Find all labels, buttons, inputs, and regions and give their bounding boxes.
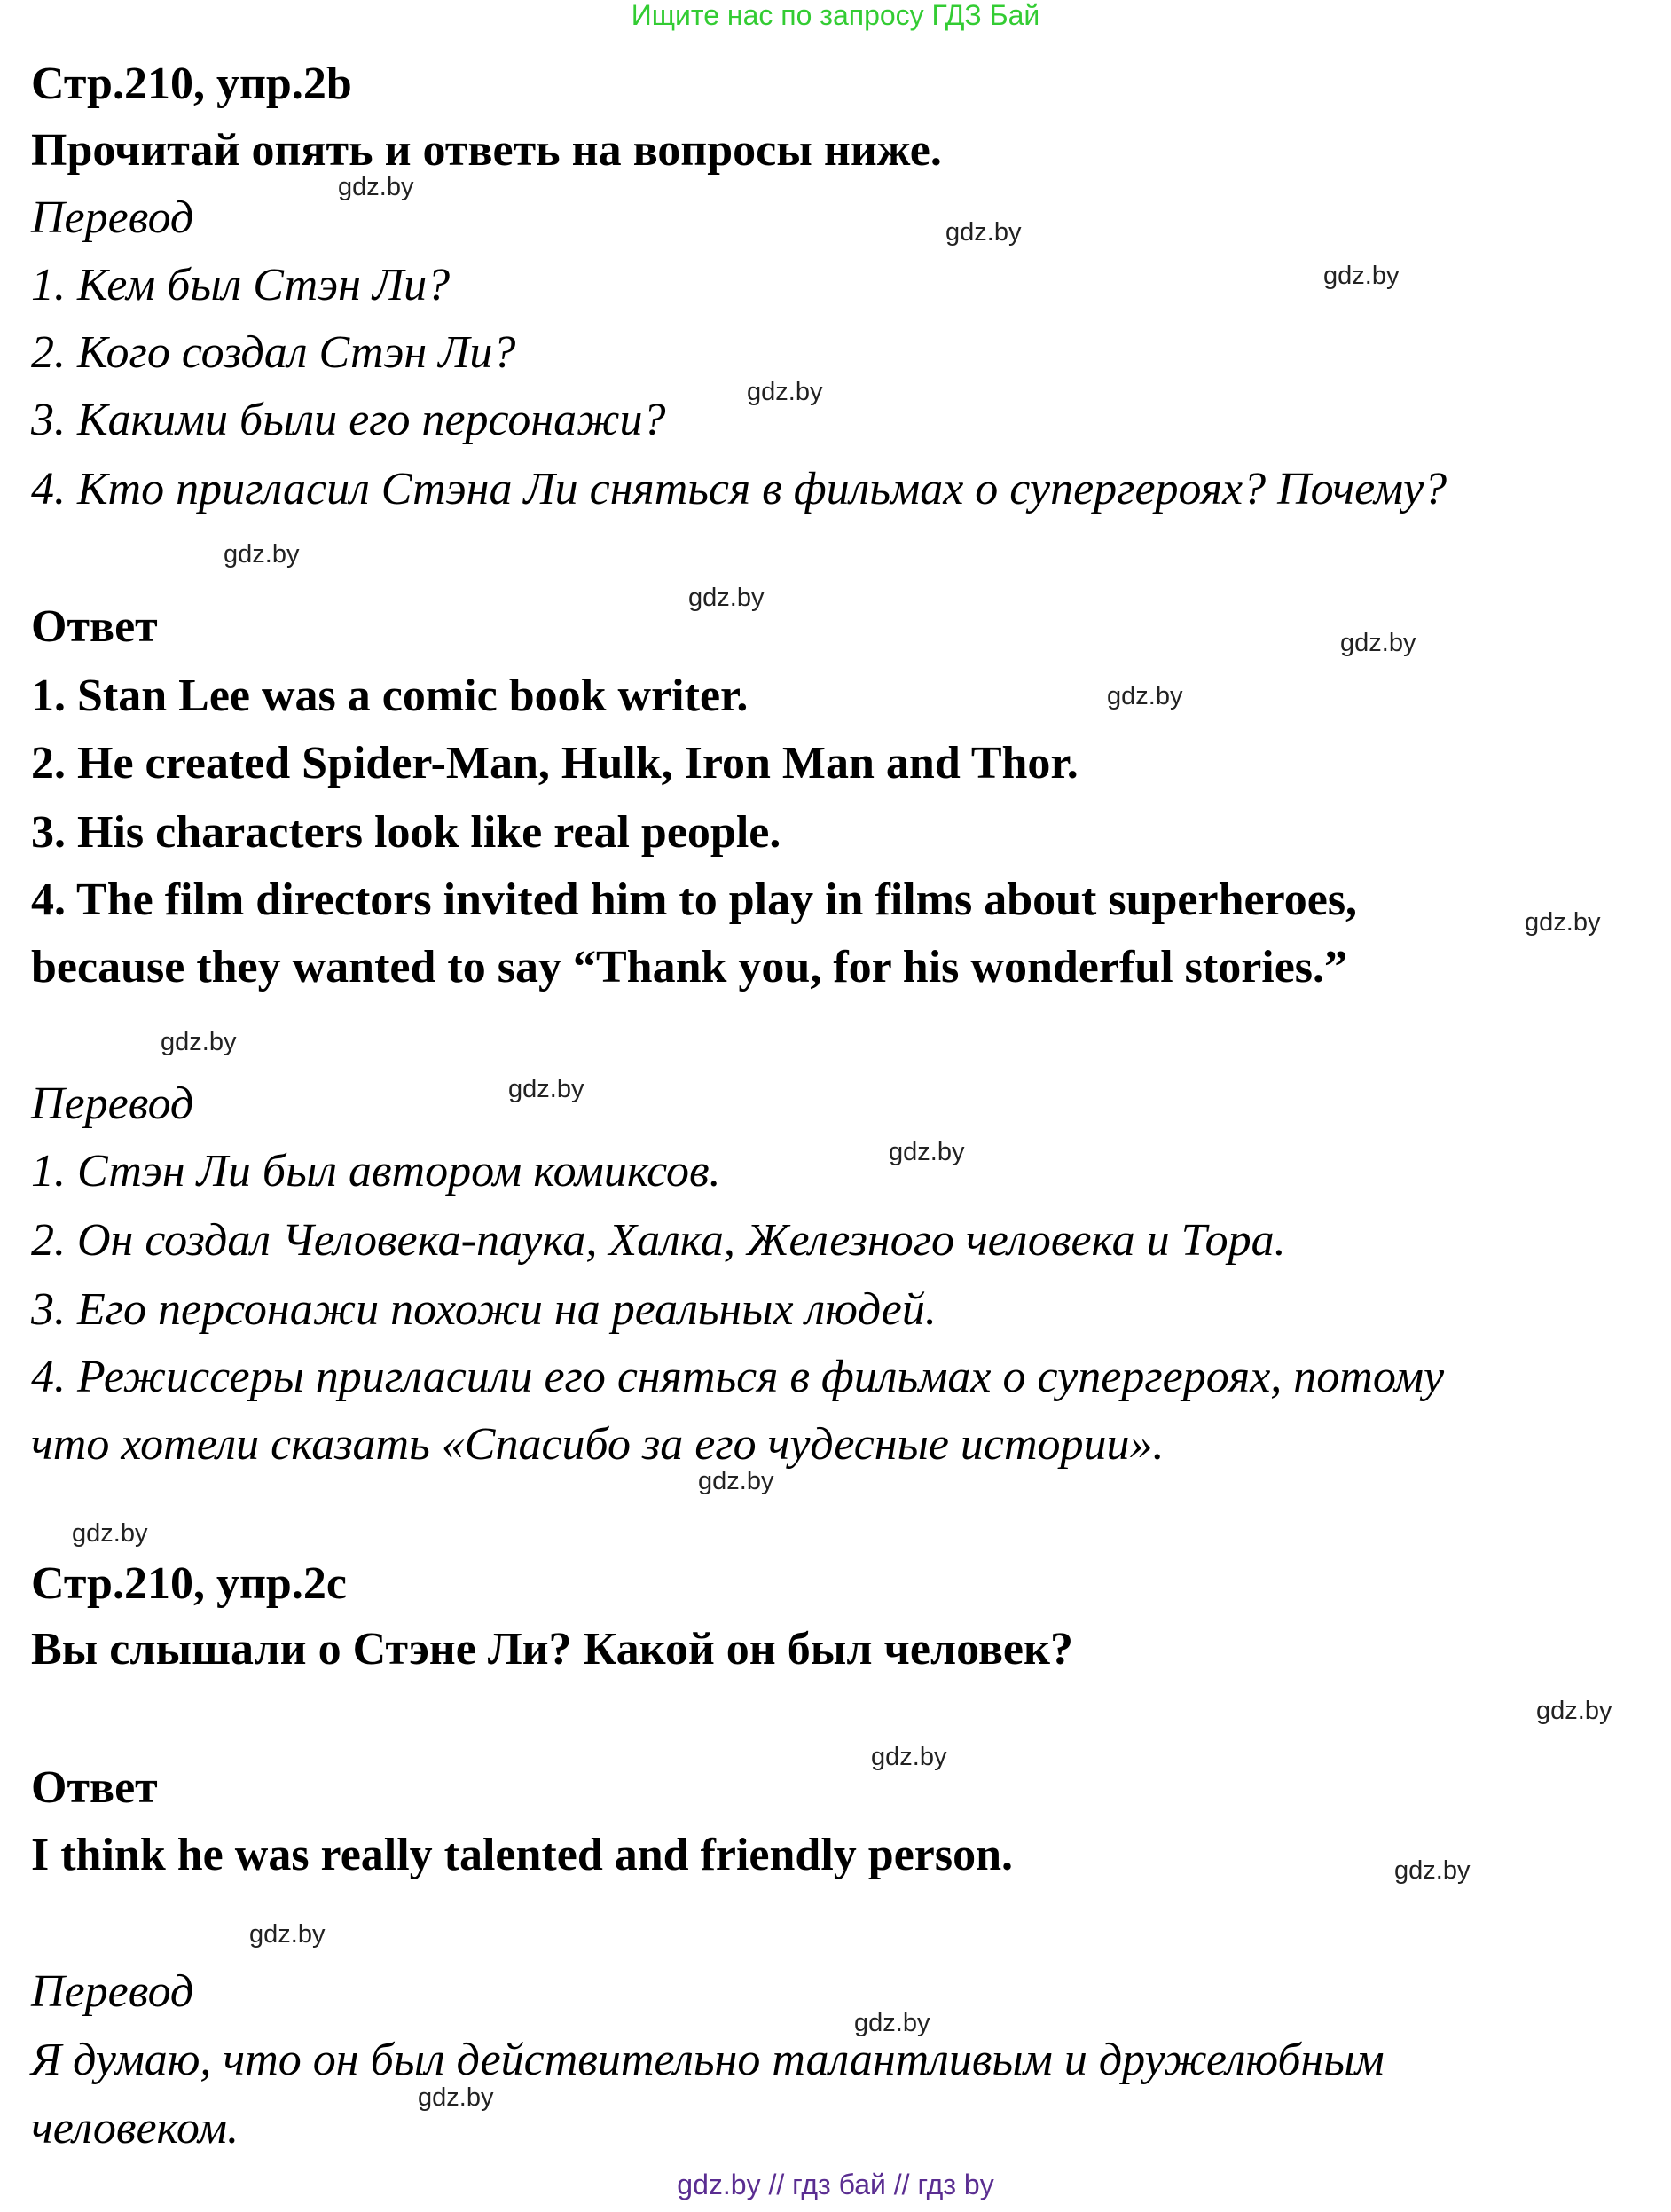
answer-translation: 2. Он создал Человека-паука, Халка, Железного человека и Тора.	[31, 1215, 1286, 1266]
answer-translation: человеком.	[31, 2103, 239, 2153]
answer: 2. He created Spider-Man, Hulk, Iron Man and Thor.	[31, 738, 1079, 788]
watermark: gdz.by	[1394, 1856, 1471, 1885]
answer: 4. The film directors invited him to play in films about superheroes,	[31, 875, 1358, 925]
answer-label: Ответ	[31, 1762, 158, 1813]
watermark: gdz.by	[508, 1075, 584, 1103]
answer: 3. His characters look like real people.	[31, 807, 781, 858]
watermark: gdz.by	[854, 2009, 930, 2037]
footer-links: gdz.by // гдз бай // гдз by	[677, 2169, 994, 2200]
watermark: gdz.by	[688, 584, 765, 612]
watermark: gdz.by	[338, 173, 414, 201]
translation-label: Перевод	[31, 192, 194, 243]
watermark: gdz.by	[871, 1743, 947, 1771]
question: 4. Кто пригласил Стэна Ли сняться в фильмах о супергероях? Почему?	[31, 464, 1447, 514]
answer-label: Ответ	[31, 601, 158, 652]
answer-translation: что хотели сказать «Спасибо за его чудесные истории».	[31, 1419, 1165, 1470]
watermark: gdz.by	[161, 1028, 237, 1056]
answer-translation: 1. Стэн Ли был автором комиксов.	[31, 1146, 721, 1196]
answer-translation: 4. Режиссеры пригласили его сняться в фильмах о супергероях, потому	[31, 1352, 1445, 1402]
watermark: gdz.by	[249, 1920, 326, 1949]
answer: 1. Stan Lee was a comic book writer.	[31, 671, 749, 721]
watermark: gdz.by	[698, 1467, 774, 1495]
watermark: gdz.by	[72, 1519, 148, 1548]
answer: I think he was really talented and friendly person.	[31, 1830, 1014, 1880]
answer-translation: Я думаю, что он был действительно талантливым и дружелюбным	[31, 2035, 1385, 2085]
search-banner: Ищите нас по запросу ГДЗ Бай	[631, 0, 1040, 31]
watermark: gdz.by	[418, 2083, 494, 2112]
translation-label: Перевод	[31, 1966, 194, 2017]
task-text: Прочитай опять и ответь на вопросы ниже.	[31, 125, 942, 176]
section-title: Стр.210, упр.2c	[31, 1558, 347, 1609]
question: 1. Кем был Стэн Ли?	[31, 260, 451, 310]
answer: because they wanted to say “Thank you, for his wonderful stories.”	[31, 942, 1348, 992]
watermark: gdz.by	[1340, 629, 1416, 657]
question: 3. Какими были его персонажи?	[31, 395, 666, 445]
answer-translation: 3. Его персонажи похожи на реальных людей.	[31, 1284, 937, 1335]
question: 2. Кого создал Стэн Ли?	[31, 327, 516, 378]
watermark: gdz.by	[1536, 1697, 1612, 1725]
watermark: gdz.by	[747, 378, 823, 406]
watermark: gdz.by	[945, 218, 1022, 247]
watermark: gdz.by	[1107, 682, 1183, 710]
section-title: Стр.210, упр.2b	[31, 59, 352, 109]
watermark: gdz.by	[1323, 262, 1400, 290]
task-text: Вы слышали о Стэне Ли? Какой он был человек?	[31, 1624, 1073, 1675]
watermark: gdz.by	[889, 1138, 965, 1166]
translation-label: Перевод	[31, 1079, 194, 1129]
watermark: gdz.by	[1525, 908, 1601, 937]
watermark: gdz.by	[224, 540, 300, 569]
